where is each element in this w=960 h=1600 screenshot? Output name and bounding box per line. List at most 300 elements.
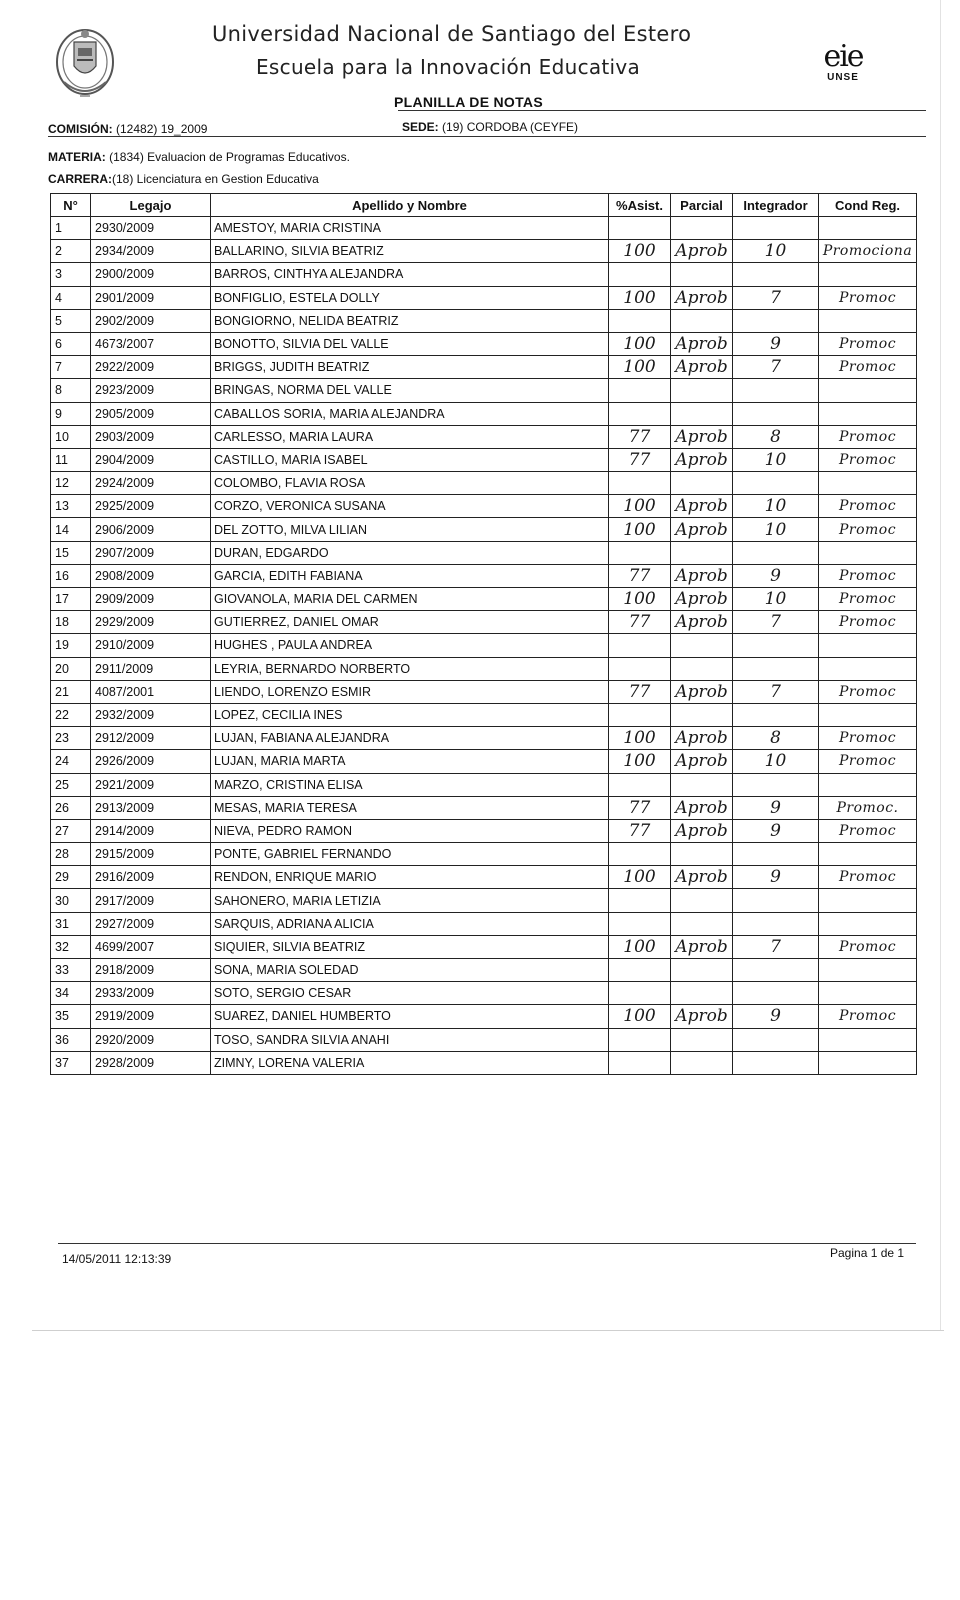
row-asist: 100 xyxy=(609,935,671,958)
row-parcial: Aprob xyxy=(671,727,733,750)
row-integrador xyxy=(733,472,819,495)
row-parcial xyxy=(671,263,733,286)
col-header-integrador: Integrador xyxy=(733,194,819,217)
row-asist xyxy=(609,889,671,912)
footer-page-number: Pagina 1 de 1 xyxy=(830,1246,905,1260)
row-nombre: LEYRIA, BERNARDO NORBERTO xyxy=(211,657,609,680)
table-row xyxy=(51,448,917,471)
row-asist: 100 xyxy=(609,240,671,263)
table-row xyxy=(51,1051,917,1074)
row-integrador xyxy=(733,843,819,866)
logo-letters: eie xyxy=(823,39,863,74)
row-legajo: 2934/2009 xyxy=(91,240,211,263)
row-parcial xyxy=(671,959,733,982)
row-cond xyxy=(819,379,917,402)
row-asist: 100 xyxy=(609,750,671,773)
footer-datetime: 14/05/2011 12:13:39 xyxy=(62,1252,172,1266)
carrera-value: (18) Licenciatura en Gestion Educativa xyxy=(112,172,319,186)
row-legajo: 2913/2009 xyxy=(91,796,211,819)
row-asist: 77 xyxy=(609,611,671,634)
row-number: 2 xyxy=(51,240,91,263)
col-header-asist: %Asist. xyxy=(609,194,671,217)
row-parcial xyxy=(671,402,733,425)
row-legajo: 2928/2009 xyxy=(91,1051,211,1074)
table-row xyxy=(51,217,917,240)
row-asist xyxy=(609,703,671,726)
row-legajo: 2909/2009 xyxy=(91,588,211,611)
row-nombre: BARROS, CINTHYA ALEJANDRA xyxy=(211,263,609,286)
row-cond xyxy=(819,634,917,657)
row-number: 8 xyxy=(51,379,91,402)
row-asist: 100 xyxy=(609,286,671,309)
row-number: 9 xyxy=(51,402,91,425)
materia-value: (1834) Evaluacion de Programas Educativos. xyxy=(109,150,350,164)
row-integrador: 9 xyxy=(733,866,819,889)
row-number: 1 xyxy=(51,217,91,240)
table-row xyxy=(51,611,917,634)
row-integrador xyxy=(733,402,819,425)
row-asist: 77 xyxy=(609,680,671,703)
row-parcial xyxy=(671,379,733,402)
row-parcial xyxy=(671,912,733,935)
table-header-row xyxy=(51,194,917,217)
row-integrador xyxy=(733,982,819,1005)
row-parcial: Aprob xyxy=(671,564,733,587)
row-legajo: 4087/2001 xyxy=(91,680,211,703)
row-nombre: CORZO, VERONICA SUSANA xyxy=(211,495,609,518)
row-legajo: 2912/2009 xyxy=(91,727,211,750)
row-nombre: SIQUIER, SILVIA BEATRIZ xyxy=(211,935,609,958)
row-integrador xyxy=(733,217,819,240)
row-integrador xyxy=(733,1028,819,1051)
row-cond: Promoc xyxy=(819,866,917,889)
row-asist xyxy=(609,959,671,982)
table-row xyxy=(51,819,917,842)
row-parcial: Aprob xyxy=(671,495,733,518)
row-legajo: 2900/2009 xyxy=(91,263,211,286)
col-header-legajo: Legajo xyxy=(91,194,211,217)
row-nombre: MESAS, MARIA TERESA xyxy=(211,796,609,819)
row-number: 3 xyxy=(51,263,91,286)
row-asist xyxy=(609,309,671,332)
row-parcial: Aprob xyxy=(671,518,733,541)
sede-line xyxy=(402,120,578,134)
row-cond: Promoc xyxy=(819,448,917,471)
row-nombre: CABALLOS SORIA, MARIA ALEJANDRA xyxy=(211,402,609,425)
row-legajo: 2922/2009 xyxy=(91,356,211,379)
row-nombre: SOTO, SERGIO CESAR xyxy=(211,982,609,1005)
row-asist xyxy=(609,541,671,564)
row-legajo: 2910/2009 xyxy=(91,634,211,657)
row-number: 25 xyxy=(51,773,91,796)
row-number: 32 xyxy=(51,935,91,958)
row-parcial: Aprob xyxy=(671,425,733,448)
row-asist xyxy=(609,217,671,240)
col-header-n: N° xyxy=(51,194,91,217)
row-asist xyxy=(609,472,671,495)
row-nombre: SAHONERO, MARIA LETIZIA xyxy=(211,889,609,912)
row-asist xyxy=(609,912,671,935)
row-integrador: 8 xyxy=(733,727,819,750)
row-nombre: BALLARINO, SILVIA BEATRIZ xyxy=(211,240,609,263)
row-legajo: 2926/2009 xyxy=(91,750,211,773)
row-integrador: 9 xyxy=(733,332,819,355)
row-asist xyxy=(609,1028,671,1051)
row-integrador: 7 xyxy=(733,935,819,958)
school-name: Escuela para la Innovación Educativa xyxy=(256,55,641,79)
row-integrador xyxy=(733,773,819,796)
comision-label: COMISIÓN: xyxy=(48,122,113,136)
row-legajo: 2917/2009 xyxy=(91,889,211,912)
row-parcial: Aprob xyxy=(671,819,733,842)
row-cond: Promoc xyxy=(819,819,917,842)
row-cond: Promoc. xyxy=(819,796,917,819)
row-nombre: BONFIGLIO, ESTELA DOLLY xyxy=(211,286,609,309)
table-row xyxy=(51,935,917,958)
row-integrador xyxy=(733,541,819,564)
row-cond xyxy=(819,1028,917,1051)
row-integrador: 9 xyxy=(733,564,819,587)
table-row xyxy=(51,1028,917,1051)
row-nombre: HUGHES , PAULA ANDREA xyxy=(211,634,609,657)
row-asist xyxy=(609,634,671,657)
grades-table xyxy=(50,193,917,1075)
row-legajo: 2923/2009 xyxy=(91,379,211,402)
row-parcial xyxy=(671,657,733,680)
row-nombre: CARLESSO, MARIA LAURA xyxy=(211,425,609,448)
row-integrador: 10 xyxy=(733,518,819,541)
table-row xyxy=(51,1005,917,1028)
row-integrador: 9 xyxy=(733,819,819,842)
row-integrador xyxy=(733,1051,819,1074)
row-parcial: Aprob xyxy=(671,796,733,819)
grades-body xyxy=(51,217,917,1075)
row-legajo: 2904/2009 xyxy=(91,448,211,471)
table-row xyxy=(51,634,917,657)
row-nombre: MARZO, CRISTINA ELISA xyxy=(211,773,609,796)
row-number: 26 xyxy=(51,796,91,819)
row-asist: 100 xyxy=(609,727,671,750)
row-parcial: Aprob xyxy=(671,286,733,309)
row-legajo: 2906/2009 xyxy=(91,518,211,541)
row-number: 34 xyxy=(51,982,91,1005)
row-nombre: LOPEZ, CECILIA INES xyxy=(211,703,609,726)
row-legajo: 2908/2009 xyxy=(91,564,211,587)
row-number: 37 xyxy=(51,1051,91,1074)
row-parcial: Aprob xyxy=(671,935,733,958)
row-cond xyxy=(819,541,917,564)
university-name: Universidad Nacional de Santiago del Estero xyxy=(212,22,692,46)
row-legajo: 2932/2009 xyxy=(91,703,211,726)
row-legajo: 2902/2009 xyxy=(91,309,211,332)
row-cond: Promoc xyxy=(819,1005,917,1028)
row-cond: Promoc xyxy=(819,935,917,958)
row-integrador: 10 xyxy=(733,495,819,518)
row-cond: Promoc xyxy=(819,518,917,541)
row-parcial xyxy=(671,472,733,495)
row-number: 22 xyxy=(51,703,91,726)
table-row xyxy=(51,309,917,332)
row-legajo: 2907/2009 xyxy=(91,541,211,564)
row-integrador: 10 xyxy=(733,448,819,471)
row-asist: 100 xyxy=(609,332,671,355)
row-nombre: PONTE, GABRIEL FERNANDO xyxy=(211,843,609,866)
row-integrador xyxy=(733,263,819,286)
row-number: 11 xyxy=(51,448,91,471)
table-row xyxy=(51,773,917,796)
table-row xyxy=(51,889,917,912)
row-cond xyxy=(819,402,917,425)
table-row xyxy=(51,959,917,982)
row-nombre: SUAREZ, DANIEL HUMBERTO xyxy=(211,1005,609,1028)
col-header-nombre: Apellido y Nombre xyxy=(211,194,609,217)
row-integrador: 8 xyxy=(733,425,819,448)
row-nombre: SONA, MARIA SOLEDAD xyxy=(211,959,609,982)
row-cond: Promociona xyxy=(819,240,917,263)
row-nombre: LIENDO, LORENZO ESMIR xyxy=(211,680,609,703)
row-legajo: 2921/2009 xyxy=(91,773,211,796)
row-legajo: 4673/2007 xyxy=(91,332,211,355)
row-number: 17 xyxy=(51,588,91,611)
row-legajo: 2916/2009 xyxy=(91,866,211,889)
row-asist: 77 xyxy=(609,425,671,448)
sheet-title: PLANILLA DE NOTAS xyxy=(394,94,543,110)
row-parcial xyxy=(671,982,733,1005)
row-number: 10 xyxy=(51,425,91,448)
row-nombre: BRINGAS, NORMA DEL VALLE xyxy=(211,379,609,402)
row-number: 27 xyxy=(51,819,91,842)
row-parcial: Aprob xyxy=(671,1005,733,1028)
row-parcial: Aprob xyxy=(671,866,733,889)
row-legajo: 2924/2009 xyxy=(91,472,211,495)
table-row xyxy=(51,402,917,425)
row-cond xyxy=(819,912,917,935)
table-row xyxy=(51,495,917,518)
meta-rule xyxy=(48,136,926,137)
row-asist xyxy=(609,402,671,425)
row-number: 20 xyxy=(51,657,91,680)
table-row xyxy=(51,727,917,750)
row-asist xyxy=(609,657,671,680)
row-integrador: 9 xyxy=(733,796,819,819)
row-parcial: Aprob xyxy=(671,448,733,471)
row-asist xyxy=(609,982,671,1005)
row-cond xyxy=(819,1051,917,1074)
row-parcial xyxy=(671,634,733,657)
row-integrador: 10 xyxy=(733,240,819,263)
materia-line xyxy=(48,150,350,164)
row-number: 7 xyxy=(51,356,91,379)
row-integrador xyxy=(733,309,819,332)
row-asist xyxy=(609,1051,671,1074)
row-cond xyxy=(819,703,917,726)
row-parcial: Aprob xyxy=(671,356,733,379)
row-parcial xyxy=(671,309,733,332)
row-cond: Promoc xyxy=(819,611,917,634)
row-parcial xyxy=(671,703,733,726)
row-cond xyxy=(819,982,917,1005)
row-parcial: Aprob xyxy=(671,750,733,773)
row-nombre: SARQUIS, ADRIANA ALICIA xyxy=(211,912,609,935)
row-cond xyxy=(819,657,917,680)
row-cond: Promoc xyxy=(819,286,917,309)
row-cond xyxy=(819,309,917,332)
row-integrador: 7 xyxy=(733,286,819,309)
table-row xyxy=(51,680,917,703)
row-legajo: 2903/2009 xyxy=(91,425,211,448)
row-legajo: 2927/2009 xyxy=(91,912,211,935)
row-nombre: ZIMNY, LORENA VALERIA xyxy=(211,1051,609,1074)
table-row xyxy=(51,425,917,448)
row-cond: Promoc xyxy=(819,680,917,703)
table-row xyxy=(51,982,917,1005)
row-cond xyxy=(819,773,917,796)
row-nombre: CASTILLO, MARIA ISABEL xyxy=(211,448,609,471)
row-number: 28 xyxy=(51,843,91,866)
row-integrador: 7 xyxy=(733,680,819,703)
row-number: 36 xyxy=(51,1028,91,1051)
table-row xyxy=(51,240,917,263)
row-parcial xyxy=(671,217,733,240)
row-cond xyxy=(819,889,917,912)
scan-edge-right xyxy=(940,0,941,1330)
materia-label: MATERIA: xyxy=(48,150,106,164)
row-integrador: 7 xyxy=(733,356,819,379)
row-nombre: AMESTOY, MARIA CRISTINA xyxy=(211,217,609,240)
row-number: 6 xyxy=(51,332,91,355)
row-nombre: LUJAN, FABIANA ALEJANDRA xyxy=(211,727,609,750)
row-integrador xyxy=(733,959,819,982)
row-integrador xyxy=(733,379,819,402)
row-number: 12 xyxy=(51,472,91,495)
row-legajo: 2918/2009 xyxy=(91,959,211,982)
table-row xyxy=(51,796,917,819)
row-cond: Promoc xyxy=(819,332,917,355)
footer-rule xyxy=(58,1243,916,1244)
row-number: 14 xyxy=(51,518,91,541)
row-parcial xyxy=(671,773,733,796)
row-nombre: DURAN, EDGARDO xyxy=(211,541,609,564)
row-cond: Promoc xyxy=(819,564,917,587)
row-cond xyxy=(819,217,917,240)
row-number: 23 xyxy=(51,727,91,750)
table-row xyxy=(51,356,917,379)
row-number: 29 xyxy=(51,866,91,889)
row-nombre: GIOVANOLA, MARIA DEL CARMEN xyxy=(211,588,609,611)
university-seal-icon xyxy=(52,22,118,104)
row-number: 21 xyxy=(51,680,91,703)
row-number: 19 xyxy=(51,634,91,657)
row-integrador: 10 xyxy=(733,588,819,611)
carrera-line xyxy=(48,172,319,186)
row-asist: 77 xyxy=(609,448,671,471)
row-nombre: COLOMBO, FLAVIA ROSA xyxy=(211,472,609,495)
row-asist: 100 xyxy=(609,356,671,379)
row-legajo: 2905/2009 xyxy=(91,402,211,425)
row-parcial: Aprob xyxy=(671,588,733,611)
row-parcial xyxy=(671,843,733,866)
row-cond: Promoc xyxy=(819,495,917,518)
row-parcial xyxy=(671,889,733,912)
row-legajo: 2933/2009 xyxy=(91,982,211,1005)
row-legajo: 2919/2009 xyxy=(91,1005,211,1028)
row-nombre: DEL ZOTTO, MILVA LILIAN xyxy=(211,518,609,541)
row-parcial xyxy=(671,1028,733,1051)
row-parcial xyxy=(671,1051,733,1074)
comision-value: (12482) 19_2009 xyxy=(116,122,208,136)
eie-unse-logo xyxy=(808,39,878,83)
row-legajo: 2920/2009 xyxy=(91,1028,211,1051)
row-asist xyxy=(609,263,671,286)
table-row xyxy=(51,912,917,935)
row-nombre: BONOTTO, SILVIA DEL VALLE xyxy=(211,332,609,355)
table-row xyxy=(51,541,917,564)
row-integrador: 9 xyxy=(733,1005,819,1028)
row-asist: 77 xyxy=(609,819,671,842)
row-number: 18 xyxy=(51,611,91,634)
title-rule xyxy=(398,110,926,111)
table-row xyxy=(51,286,917,309)
row-parcial: Aprob xyxy=(671,240,733,263)
row-asist: 77 xyxy=(609,564,671,587)
row-integrador xyxy=(733,912,819,935)
row-legajo: 2914/2009 xyxy=(91,819,211,842)
row-nombre: GARCIA, EDITH FABIANA xyxy=(211,564,609,587)
row-asist: 77 xyxy=(609,796,671,819)
row-cond: Promoc xyxy=(819,588,917,611)
row-number: 30 xyxy=(51,889,91,912)
table-row xyxy=(51,263,917,286)
row-legajo: 4699/2007 xyxy=(91,935,211,958)
row-asist: 100 xyxy=(609,518,671,541)
row-cond: Promoc xyxy=(819,727,917,750)
row-integrador xyxy=(733,703,819,726)
table-row xyxy=(51,472,917,495)
table-row xyxy=(51,518,917,541)
table-row xyxy=(51,843,917,866)
row-parcial: Aprob xyxy=(671,680,733,703)
row-legajo: 2925/2009 xyxy=(91,495,211,518)
table-row xyxy=(51,657,917,680)
row-nombre: BRIGGS, JUDITH BEATRIZ xyxy=(211,356,609,379)
row-parcial: Aprob xyxy=(671,611,733,634)
row-asist xyxy=(609,379,671,402)
table-row xyxy=(51,564,917,587)
row-cond xyxy=(819,843,917,866)
row-nombre: NIEVA, PEDRO RAMON xyxy=(211,819,609,842)
sede-label: SEDE: xyxy=(402,120,439,134)
row-cond: Promoc xyxy=(819,425,917,448)
row-nombre: GUTIERREZ, DANIEL OMAR xyxy=(211,611,609,634)
scan-edge xyxy=(32,1330,944,1331)
row-number: 4 xyxy=(51,286,91,309)
row-cond xyxy=(819,959,917,982)
row-number: 31 xyxy=(51,912,91,935)
table-row xyxy=(51,750,917,773)
table-row xyxy=(51,379,917,402)
row-nombre: BONGIORNO, NELIDA BEATRIZ xyxy=(211,309,609,332)
row-asist xyxy=(609,773,671,796)
row-nombre: TOSO, SANDRA SILVIA ANAHI xyxy=(211,1028,609,1051)
row-number: 5 xyxy=(51,309,91,332)
row-legajo: 2929/2009 xyxy=(91,611,211,634)
row-integrador: 7 xyxy=(733,611,819,634)
row-number: 16 xyxy=(51,564,91,587)
row-number: 35 xyxy=(51,1005,91,1028)
col-header-parcial: Parcial xyxy=(671,194,733,217)
row-integrador xyxy=(733,657,819,680)
table-row xyxy=(51,703,917,726)
